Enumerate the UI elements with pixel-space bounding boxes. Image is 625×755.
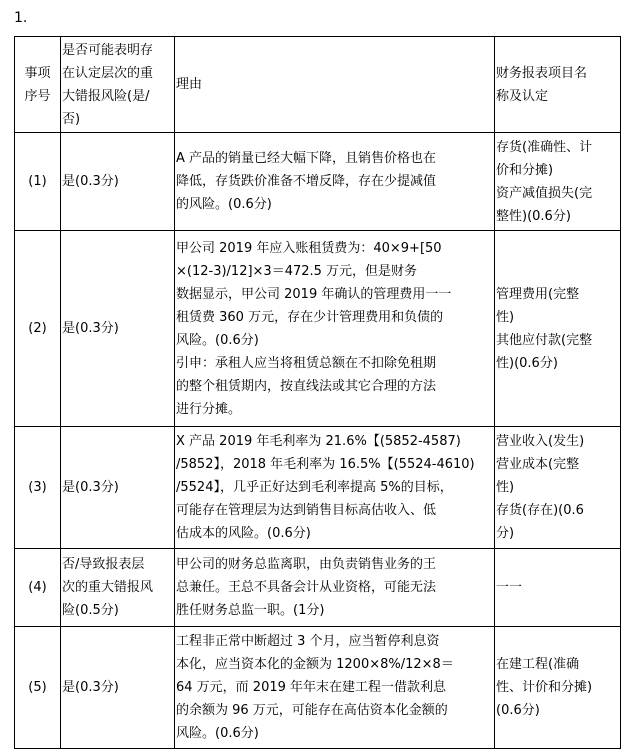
header-reason-line: 理由 [176, 77, 203, 92]
header-item-no [15, 37, 61, 133]
row-account [495, 627, 621, 749]
row-risk [61, 627, 175, 749]
row-reason-line: X 产品 2019 年毛利率为 21.6%【(5852-4587) [176, 434, 461, 449]
row-reason-line: 的余额为 96 万元，可能存在高估资本化金额的 [176, 703, 448, 718]
row-account-line: 价和分摊) [496, 162, 554, 178]
table-row [15, 427, 621, 549]
row-risk [61, 427, 175, 549]
row-number: (1) [15, 133, 61, 231]
row-account [495, 549, 621, 627]
row-reason-line: 的整个租赁期内，按直线法或其它合理的方法 [176, 378, 437, 394]
row-reason-line: 64 万元，而 2019 年年末在建工程一借款利息 [176, 680, 447, 695]
row-account-line: 性) [496, 309, 515, 325]
row-reason-line: 估成本的风险。(0.6分) [176, 526, 311, 541]
header-reason [175, 37, 495, 133]
row-account-line: (0.6分) [496, 703, 540, 718]
row-reason-line: 租赁费 360 万元，存在少计管理费用和负债的 [176, 309, 444, 325]
row-reason [175, 427, 495, 549]
row-risk [61, 133, 175, 231]
row-account-line: 性)(0.6分) [496, 355, 558, 371]
answer-table [14, 36, 621, 749]
row-account-line: 整性)(0.6分) [496, 208, 571, 224]
row-account-line: 营业收入(发生) [496, 434, 585, 449]
row-reason-line: 甲公司 2019 年应入账租赁费为：40×9+[50 [176, 240, 442, 256]
row-reason-line: 风险。(0.6分) [176, 726, 259, 741]
row-account [495, 133, 621, 231]
row-account-line: 存货(存在)(0.6 [496, 503, 584, 518]
row-risk-line: 是(0.3分) [62, 321, 119, 336]
row-risk [61, 549, 175, 627]
row-reason-line: 数据显示，甲公司 2019 年确认的管理费用一一 [176, 286, 452, 302]
row-risk-line: 否/导致报表层 [62, 557, 145, 572]
header-account [495, 37, 621, 133]
row-risk-line: 是(0.3分) [62, 680, 119, 695]
row-risk-line: 是(0.3分) [62, 480, 119, 495]
table-row [15, 133, 621, 231]
row-reason-line: 引申：承租人应当将租赁总额在不扣除免租期 [176, 355, 437, 371]
row-reason-line: 风险。(0.6分) [176, 332, 259, 348]
row-reason [175, 133, 495, 231]
row-account-line: 性) [496, 480, 515, 495]
row-reason [175, 627, 495, 749]
row-risk-line: 险(0.5分) [62, 603, 119, 618]
row-account-line: 一一 [496, 580, 523, 595]
header-risk-line: 是否可能表明存 [62, 42, 154, 58]
row-number: (2) [15, 231, 61, 427]
row-account [495, 231, 621, 427]
header-account-line: 称及认定 [496, 88, 549, 104]
table-row [15, 231, 621, 427]
row-reason-line: /5524】，几乎正好达到毛利率提高 5%的目标， [176, 480, 453, 495]
row-reason-line: 的风险。(0.6分) [176, 197, 272, 212]
row-reason-line: 工程非正常中断超过 3 个月，应当暂停利息资 [176, 634, 440, 649]
row-account-line: 营业成本(完整 [496, 457, 580, 472]
row-risk [61, 231, 175, 427]
row-reason [175, 231, 495, 427]
header-risk-line: 否) [62, 111, 81, 127]
question-number: 1. [14, 10, 28, 26]
row-number: (3) [15, 427, 61, 549]
row-account-line: 分) [496, 526, 515, 541]
header-risk-line: 在认定层次的重 [62, 65, 154, 81]
header-row [15, 37, 621, 133]
row-reason-line: A 产品的销量已经大幅下降，且销售价格也在 [176, 151, 437, 166]
row-reason-line: 可能存在管理层为达到销售目标高估收入、低 [176, 503, 437, 518]
row-reason-line: 进行分摊。 [176, 401, 242, 417]
header-risk-line: 大错报风险(是/ [62, 88, 150, 104]
row-reason-line: 总兼任。王总不具备会计从业资格，可能无法 [176, 580, 437, 595]
row-reason-line: 胜任财务总监一职。(1分) [176, 603, 325, 618]
table-row [15, 549, 621, 627]
row-account [495, 427, 621, 549]
row-reason-line: 甲公司的财务总监离职，由负责销售业务的王 [176, 557, 437, 572]
row-reason-line: 本化，应当资本化的金额为 1200×8%/12×8＝ [176, 657, 454, 672]
row-reason-line: /5852】，2018 年毛利率为 16.5%【(5524-4610) [176, 457, 475, 472]
header-account-line: 财务报表项目名 [496, 65, 588, 81]
header-item-no-line: 事项 [24, 65, 51, 81]
table-row [15, 627, 621, 749]
row-account-line: 性、计价和分摊) [496, 680, 593, 695]
row-account-line: 在建工程(准确 [496, 657, 580, 672]
header-item-no-line: 序号 [24, 88, 51, 104]
row-number: (5) [15, 627, 61, 749]
row-account-line: 存货(准确性、计 [496, 139, 593, 155]
row-reason [175, 549, 495, 627]
row-number: (4) [15, 549, 61, 627]
row-reason-line: 降低，存货跌价准备不增反降，存在少提减值 [176, 174, 437, 189]
row-risk-line: 次的重大错报风 [62, 580, 154, 595]
row-account-line: 其他应付款(完整 [496, 332, 593, 348]
header-risk [61, 37, 175, 133]
row-account-line: 资产减值损失(完 [496, 185, 593, 201]
row-risk-line: 是(0.3分) [62, 174, 119, 189]
row-reason-line: ×(12-3)/12]×3＝472.5 万元，但是财务 [176, 263, 418, 279]
row-account-line: 管理费用(完整 [496, 286, 580, 302]
